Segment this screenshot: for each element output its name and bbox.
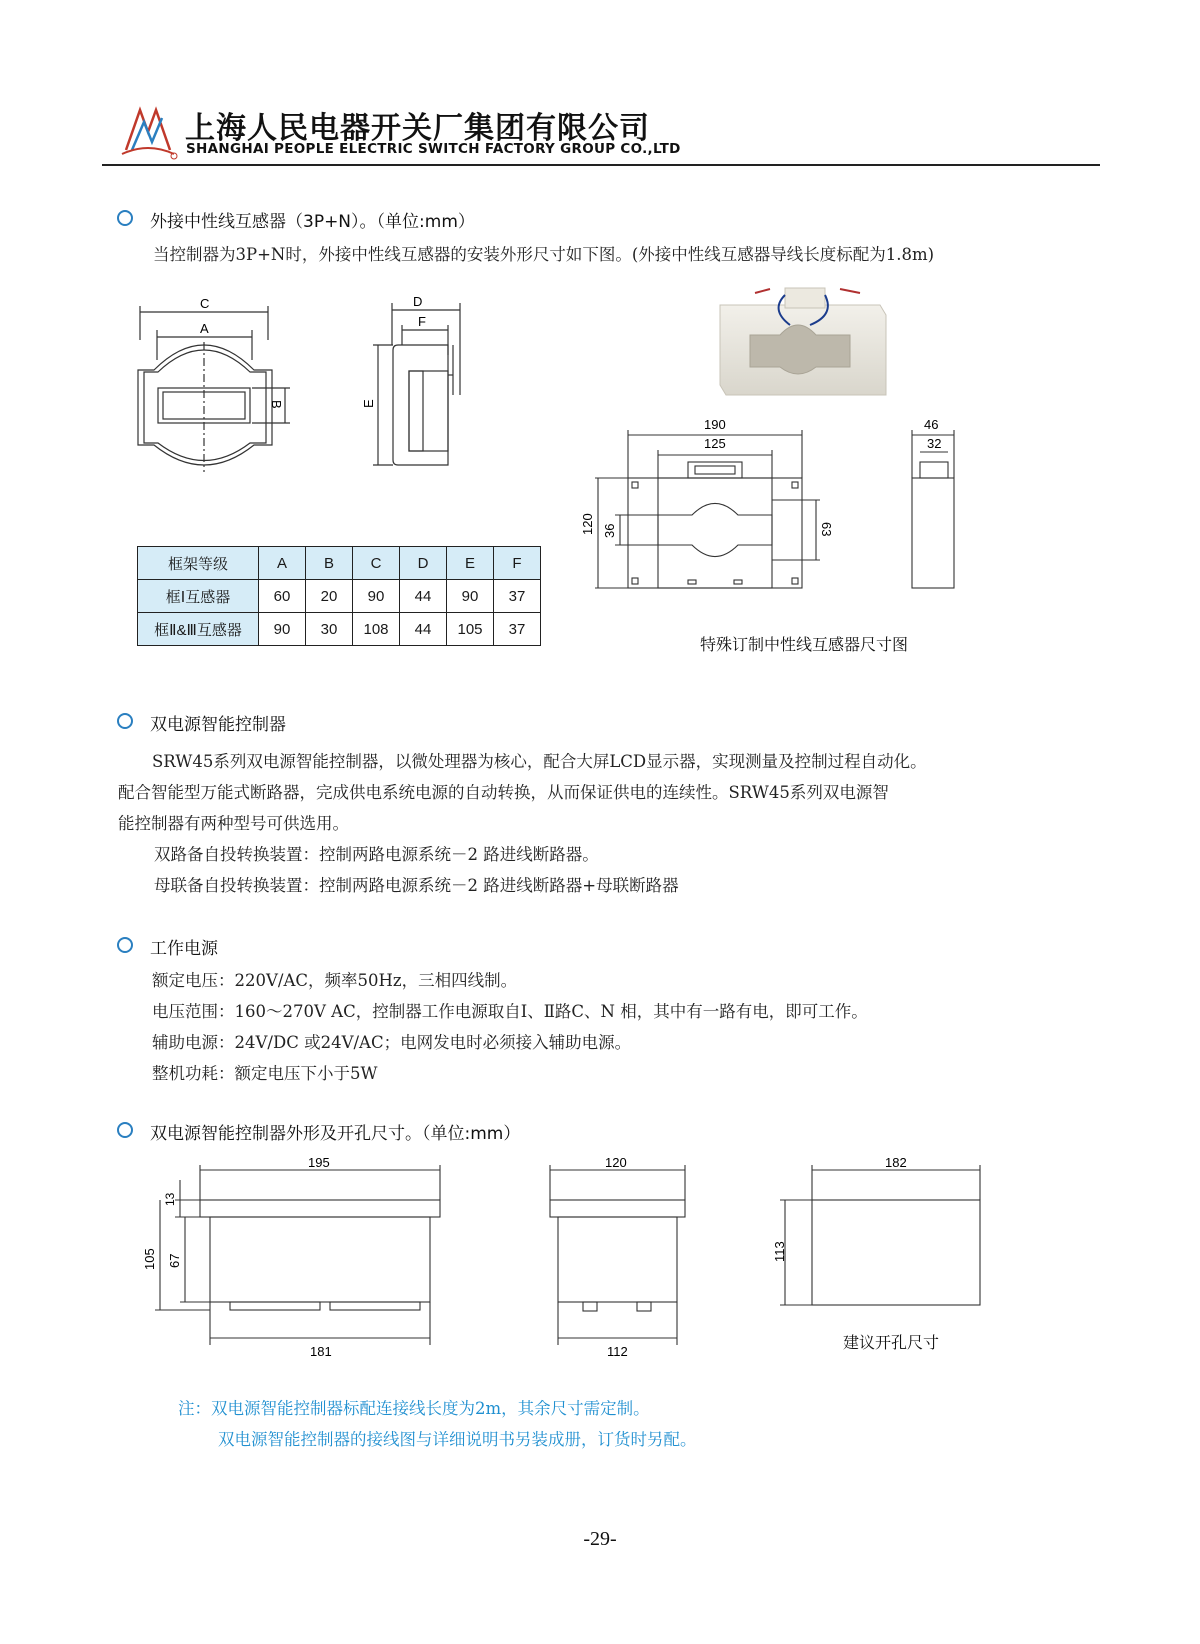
ct-dimension-table: [137, 546, 541, 646]
company-name-cn: 上海人民电器开关厂集团有限公司: [185, 111, 650, 146]
ct-front-drawing: [130, 296, 310, 480]
dim-125: 125: [704, 436, 726, 451]
table-row: [138, 613, 541, 646]
company-logo: [118, 102, 178, 162]
table-cell: 90: [353, 580, 400, 613]
table-header: E: [447, 547, 494, 580]
note-line: 注：双电源智能控制器标配连接线长度为2m，其余尺寸需定制。: [178, 1399, 650, 1418]
dim-120: 120: [605, 1155, 627, 1170]
dim-182: 182: [885, 1155, 907, 1170]
table-header: C: [353, 547, 400, 580]
table-cell: 37: [494, 613, 541, 646]
table-cell: 框Ⅱ&Ⅲ互感器: [138, 613, 259, 646]
header-divider: [102, 164, 1100, 166]
controller-side-drawing: [545, 1155, 695, 1360]
paragraph-line: 能控制器有两种型号可供选用。: [118, 814, 349, 833]
special-ct-caption: 特殊订制中性线互感器尺寸图: [700, 637, 909, 654]
dim-195: 195: [308, 1155, 330, 1170]
table-cell: 60: [259, 580, 306, 613]
table-cell: 20: [306, 580, 353, 613]
paragraph-line: 配合智能型万能式断路器，完成供电系统电源的自动转换，从而保证供电的连续性。SRW45系列双电源智: [118, 783, 889, 802]
circle-bullet-icon: [117, 937, 133, 953]
page-number: -29-: [583, 1528, 617, 1550]
dim-label-f: F: [418, 314, 426, 329]
table-header: D: [400, 547, 447, 580]
table-row: [138, 580, 541, 613]
table-cell: 框Ⅰ互感器: [138, 580, 259, 613]
table-cell: 108: [353, 613, 400, 646]
dim-112: 112: [607, 1344, 628, 1359]
note-line: 双电源智能控制器的接线图与详细说明书另装成册，订货时另配。: [218, 1430, 697, 1449]
dim-36: 36: [602, 523, 617, 538]
circle-bullet-icon: [117, 713, 133, 729]
dim-181: 181: [310, 1344, 332, 1359]
section-heading-ct: 外接中性线互感器（3P+N）。（单位:mm）: [150, 212, 475, 232]
dim-46: 46: [924, 417, 939, 432]
table-cell: 90: [259, 613, 306, 646]
table-cell: 30: [306, 613, 353, 646]
table-cell: 90: [447, 580, 494, 613]
dim-label-a: A: [200, 321, 209, 336]
table-header: F: [494, 547, 541, 580]
circle-bullet-icon: [117, 210, 133, 226]
special-ct-drawing: [580, 417, 1000, 620]
dim-32: 32: [927, 436, 942, 451]
section-intro: 当控制器为3P+N时，外接中性线互感器的安装外形尺寸如下图。(外接中性线互感器导线长度标配为1.8m): [153, 245, 935, 264]
cutout-drawing: [770, 1155, 990, 1310]
paragraph-line: 整机功耗：额定电压下小于5W: [152, 1064, 378, 1083]
paragraph-line: 电压范围：160～270V AC，控制器工作电源取自Ⅰ、Ⅱ路C、N 相，其中有一路有电，即可工作。: [152, 1002, 868, 1021]
paragraph-line: 双路备自投转换装置：控制两路电源系统－2 路进线断路器。: [154, 845, 599, 864]
dim-label-e: E: [361, 399, 376, 408]
paragraph-line: 母联备自投转换装置：控制两路电源系统－2 路进线断路器+母联断路器: [154, 876, 679, 895]
dim-120: 120: [580, 513, 595, 535]
section-heading-dimensions: 双电源智能控制器外形及开孔尺寸。（单位:mm）: [150, 1124, 521, 1144]
dim-105: 105: [142, 1248, 157, 1270]
circle-bullet-icon: [117, 1122, 133, 1138]
section-heading-controller: 双电源智能控制器: [150, 715, 286, 735]
table-cell: 105: [447, 613, 494, 646]
dim-label-c: C: [200, 296, 210, 311]
dim-190: 190: [704, 417, 726, 432]
section-heading-power: 工作电源: [150, 939, 218, 959]
dim-113: 113: [772, 1241, 787, 1262]
table-header: B: [306, 547, 353, 580]
dim-63: 63: [819, 522, 834, 537]
paragraph-line: 额定电压：220V/AC，频率50Hz，三相四线制。: [152, 971, 518, 990]
table-cell: 44: [400, 580, 447, 613]
dim-label-b: B: [269, 400, 284, 409]
table-header: A: [259, 547, 306, 580]
ct-product-photo: [710, 285, 890, 415]
table-header: 框架等级: [138, 547, 259, 580]
table-header-row: [138, 547, 541, 580]
ct-side-drawing: [361, 294, 485, 485]
dim-67: 67: [167, 1253, 182, 1268]
company-name-en: SHANGHAI PEOPLE ELECTRIC SWITCH FACTORY GROUP CO.,LTD: [186, 141, 681, 157]
dim-label-d: D: [413, 294, 423, 309]
cutout-caption: 建议开孔尺寸: [843, 1335, 940, 1352]
table-cell: 44: [400, 613, 447, 646]
paragraph-line: SRW45系列双电源智能控制器，以微处理器为核心，配合大屏LCD显示器，实现测量及控制过程自动化。: [152, 752, 927, 771]
paragraph-line: 辅助电源：24V/DC 或24V/AC；电网发电时必须接入辅助电源。: [152, 1033, 632, 1052]
dim-13: 13: [163, 1192, 177, 1206]
controller-front-drawing: [142, 1155, 450, 1360]
table-cell: 37: [494, 580, 541, 613]
